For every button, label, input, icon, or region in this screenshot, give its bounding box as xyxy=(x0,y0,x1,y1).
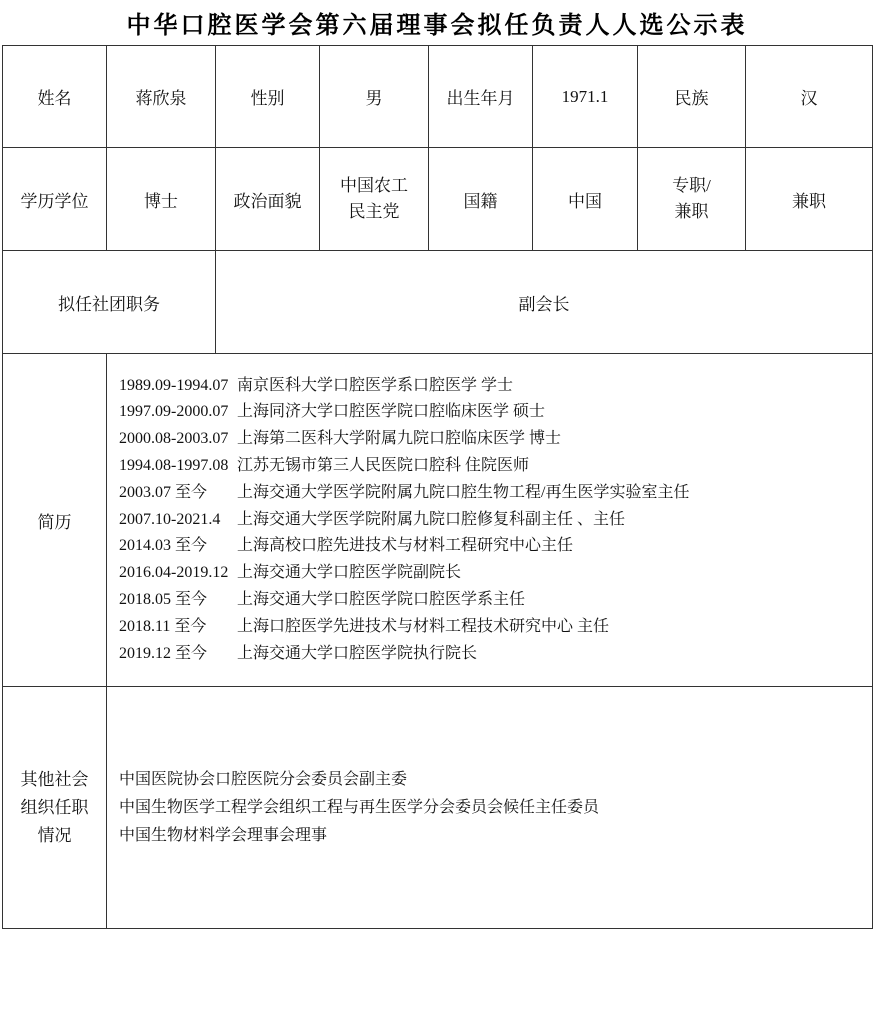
birth-date-value: 1971.1 xyxy=(533,46,638,148)
resume-entry-description: 上海口腔医学先进技术与材料工程技术研究中心 主任 xyxy=(237,617,610,635)
publicity-form-table xyxy=(2,45,873,929)
resume-entry xyxy=(119,426,866,453)
other-memberships-label-text: 其他社会组织任职情况 xyxy=(20,769,89,845)
resume-entry-period: 2019.12 至今 xyxy=(119,644,208,662)
proposed-position-label: 拟任社团职务 xyxy=(3,251,216,354)
employment-type-label-text: 专职/兼职 xyxy=(672,176,711,221)
ethnicity-value: 汉 xyxy=(746,46,873,148)
resume-entry xyxy=(119,373,866,400)
resume-entry-description: 上海交通大学医学院附属九院口腔生物工程/再生医学实验室主任 xyxy=(237,483,690,501)
gender-label: 性别 xyxy=(216,46,320,148)
resume-entry xyxy=(119,641,866,668)
resume-entry-description: 南京医科大学口腔医学系口腔医学 学士 xyxy=(237,376,514,394)
proposed-position-value: 副会长 xyxy=(216,251,873,354)
resume-entry-description: 江苏无锡市第三人民医院口腔科 住院医师 xyxy=(237,457,530,474)
row-basic-info-2 xyxy=(3,148,873,251)
resume-entry-description: 上海高校口腔先进技术与材料工程研究中心主任 xyxy=(237,537,574,555)
membership-item: 中国医院协会口腔医院分会委员会副主委 xyxy=(119,770,408,788)
education-label: 学历学位 xyxy=(3,148,107,251)
resume-entry xyxy=(119,587,866,614)
ethnicity-label: 民族 xyxy=(638,46,746,148)
resume-entry-period: 2003.07 至今 xyxy=(119,483,208,501)
resume-entry-description: 上海同济大学口腔医学院口腔临床医学 硕士 xyxy=(237,403,546,421)
resume-entry xyxy=(119,480,866,507)
resume-entry-period: 1989.09-1994.07 xyxy=(119,376,229,394)
political-affiliation-value xyxy=(320,148,429,251)
resume-entry xyxy=(119,399,866,426)
nationality-value: 中国 xyxy=(533,148,638,251)
resume-entry-period: 2018.05 至今 xyxy=(119,590,208,608)
name-value: 蒋欣泉 xyxy=(107,46,216,148)
employment-type-value: 兼职 xyxy=(746,148,873,251)
row-proposed-position xyxy=(3,251,873,354)
political-affiliation-value-text: 中国农工民主党 xyxy=(340,176,408,221)
resume-entry xyxy=(119,533,866,560)
other-memberships-label xyxy=(3,687,107,929)
resume-entry xyxy=(119,507,866,534)
membership-item: 中国生物医学工程学会组织工程与再生医学分会委员会候任主任委员 xyxy=(119,798,600,816)
resume-entry-description: 上海交通大学医学院附属九院口腔修复科副主任 、主任 xyxy=(237,510,626,528)
political-affiliation-label: 政治面貌 xyxy=(216,148,320,251)
resume-content-cell xyxy=(107,354,873,687)
resume-entries xyxy=(119,373,866,668)
resume-entry-period: 2007.10-2021.4 xyxy=(119,510,221,528)
name-label: 姓名 xyxy=(3,46,107,148)
resume-entry-period: 2014.03 至今 xyxy=(119,537,208,555)
resume-entry-period: 2018.11 至今 xyxy=(119,617,207,635)
page-title: 中华口腔医学会第六届理事会拟任负责人人选公示表 xyxy=(126,12,748,39)
other-memberships-list xyxy=(119,766,866,850)
resume-label: 简历 xyxy=(3,354,107,687)
education-value: 博士 xyxy=(107,148,216,251)
resume-entry-description: 上海交通大学口腔医学院执行院长 xyxy=(237,644,478,662)
birth-date-label: 出生年月 xyxy=(429,46,533,148)
membership-item: 中国生物材料学会理事会理事 xyxy=(119,826,328,844)
resume-entry-description: 上海交通大学口腔医学院口腔医学系主任 xyxy=(237,590,526,608)
gender-value: 男 xyxy=(320,46,429,148)
other-memberships-content-cell xyxy=(107,687,873,929)
resume-entry-period: 2016.04-2019.12 xyxy=(119,564,229,582)
row-basic-info-1 xyxy=(3,46,873,148)
resume-entry-description: 上海交通大学口腔医学院副院长 xyxy=(237,564,462,582)
resume-entry xyxy=(119,453,866,480)
row-other-memberships xyxy=(3,687,873,929)
nationality-label: 国籍 xyxy=(429,148,533,251)
resume-entry xyxy=(119,560,866,587)
resume-entry-period: 1997.09-2000.07 xyxy=(119,403,229,421)
resume-entry-description: 上海第二医科大学附属九院口腔临床医学 博士 xyxy=(237,430,562,448)
row-resume xyxy=(3,354,873,687)
resume-entry xyxy=(119,614,866,641)
resume-entry-period: 2000.08-2003.07 xyxy=(119,430,229,448)
employment-type-label xyxy=(638,148,746,251)
resume-entry-period: 1994.08-1997.08 xyxy=(119,457,229,474)
